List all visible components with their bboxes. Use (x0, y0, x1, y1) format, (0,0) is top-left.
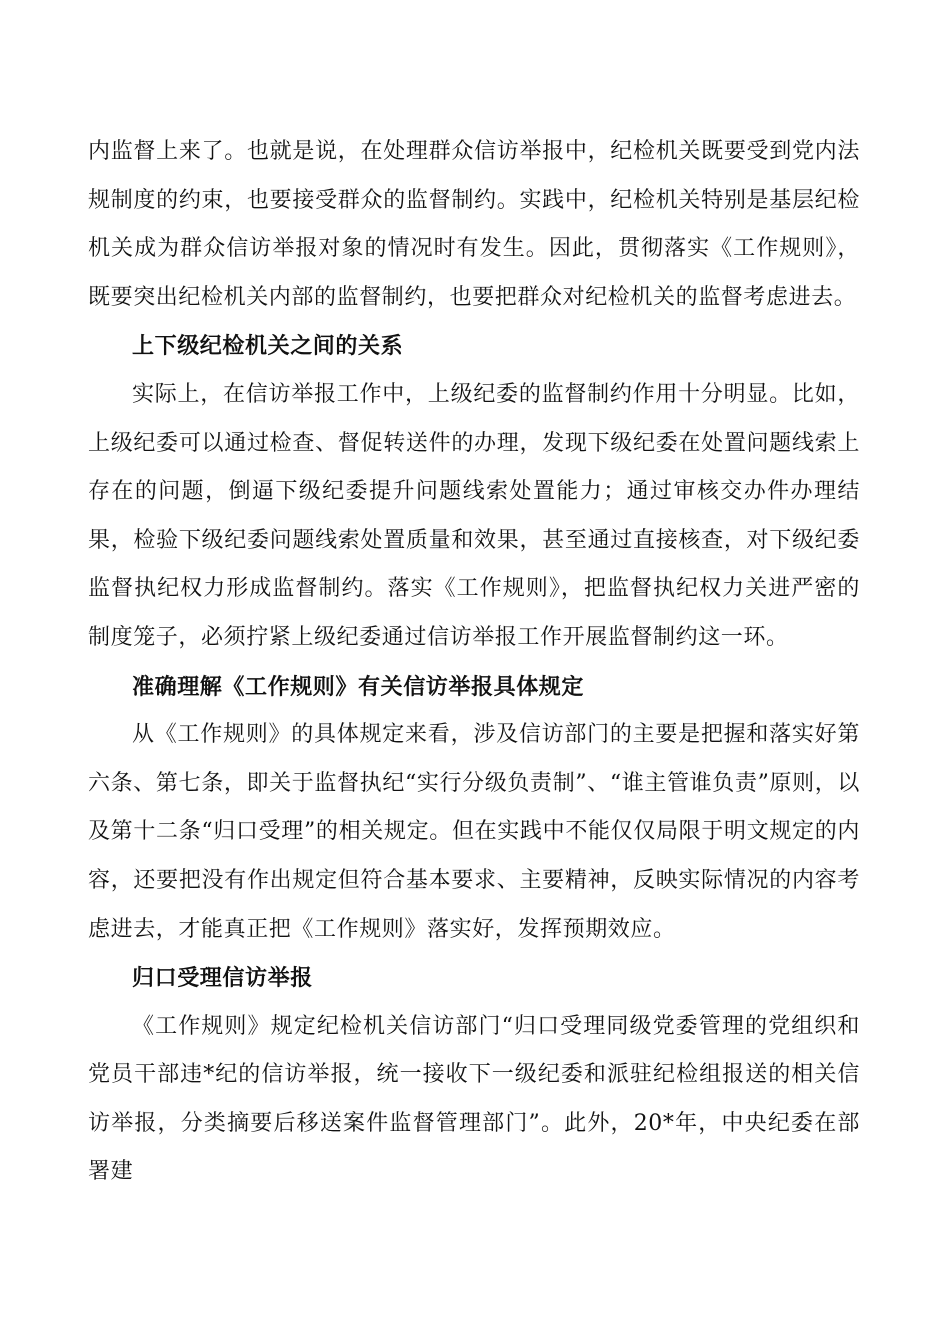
paragraph-specific-provisions: 从《工作规则》的具体规定来看，涉及信访部门的主要是把握和落实好第六条、第七条，即关于监督执纪“实行分级负责制”、“谁主管谁负责”原则，以及第十二条“归口受理”的相关规定。但在实践中不能仅仅局限于明文规定的内容，还要把没有作出规定但符合基本要求、主要精神，反映实际情况的内容考虑进去，才能真正把《工作规则》落实好，发挥预期效应。 (88, 722, 860, 942)
document-body (88, 128, 860, 1197)
paragraph-superior-supervision: 实际上，在信访举报工作中，上级纪委的监督制约作用十分明显。比如，上级纪委可以通过检查、督促转送件的办理，发现下级纪委在处置问题线索上存在的问题，倒逼下级纪委提升问题线索处置能力；通过审核交办件办理结果，检验下级纪委问题线索处置质量和效果，甚至通过直接核查，对下级纪委监督执纪权力形成监督制约。落实《工作规则》，把监督执纪权力关进严密的制度笼子，必须拧紧上级纪委通过信访举报工作开展监督制约这一环。 (88, 381, 860, 650)
paragraph-centralized-acceptance: 《工作规则》规定纪检机关信访部门“归口受理同级党委管理的党组织和党员干部违*纪的信访举报，统一接收下一级纪委和派驻纪检组报送的相关信访举报，分类摘要后移送案件监督管理部门”。此外，20*年，中央纪委在部署建 (88, 1013, 860, 1185)
paragraph-supervision-intro: 内监督上来了。也就是说，在处理群众信访举报中，纪检机关既要受到党内法规制度的约束，也要接受群众的监督制约。实践中，纪检机关特别是基层纪检机关成为群众信访举报对象的情况时有发生。因此，贯彻落实《工作规则》，既要突出纪检机关内部的监督制约，也要把群众对纪检机关的监督考虑进去。 (88, 139, 860, 310)
heading-centralized-acceptance: 归口受理信访举报 (132, 965, 313, 992)
heading-superior-subordinate-relations: 上下级纪检机关之间的关系 (132, 333, 404, 360)
heading-understand-rules: 准确理解《工作规则》有关信访举报具体规定 (132, 673, 585, 700)
